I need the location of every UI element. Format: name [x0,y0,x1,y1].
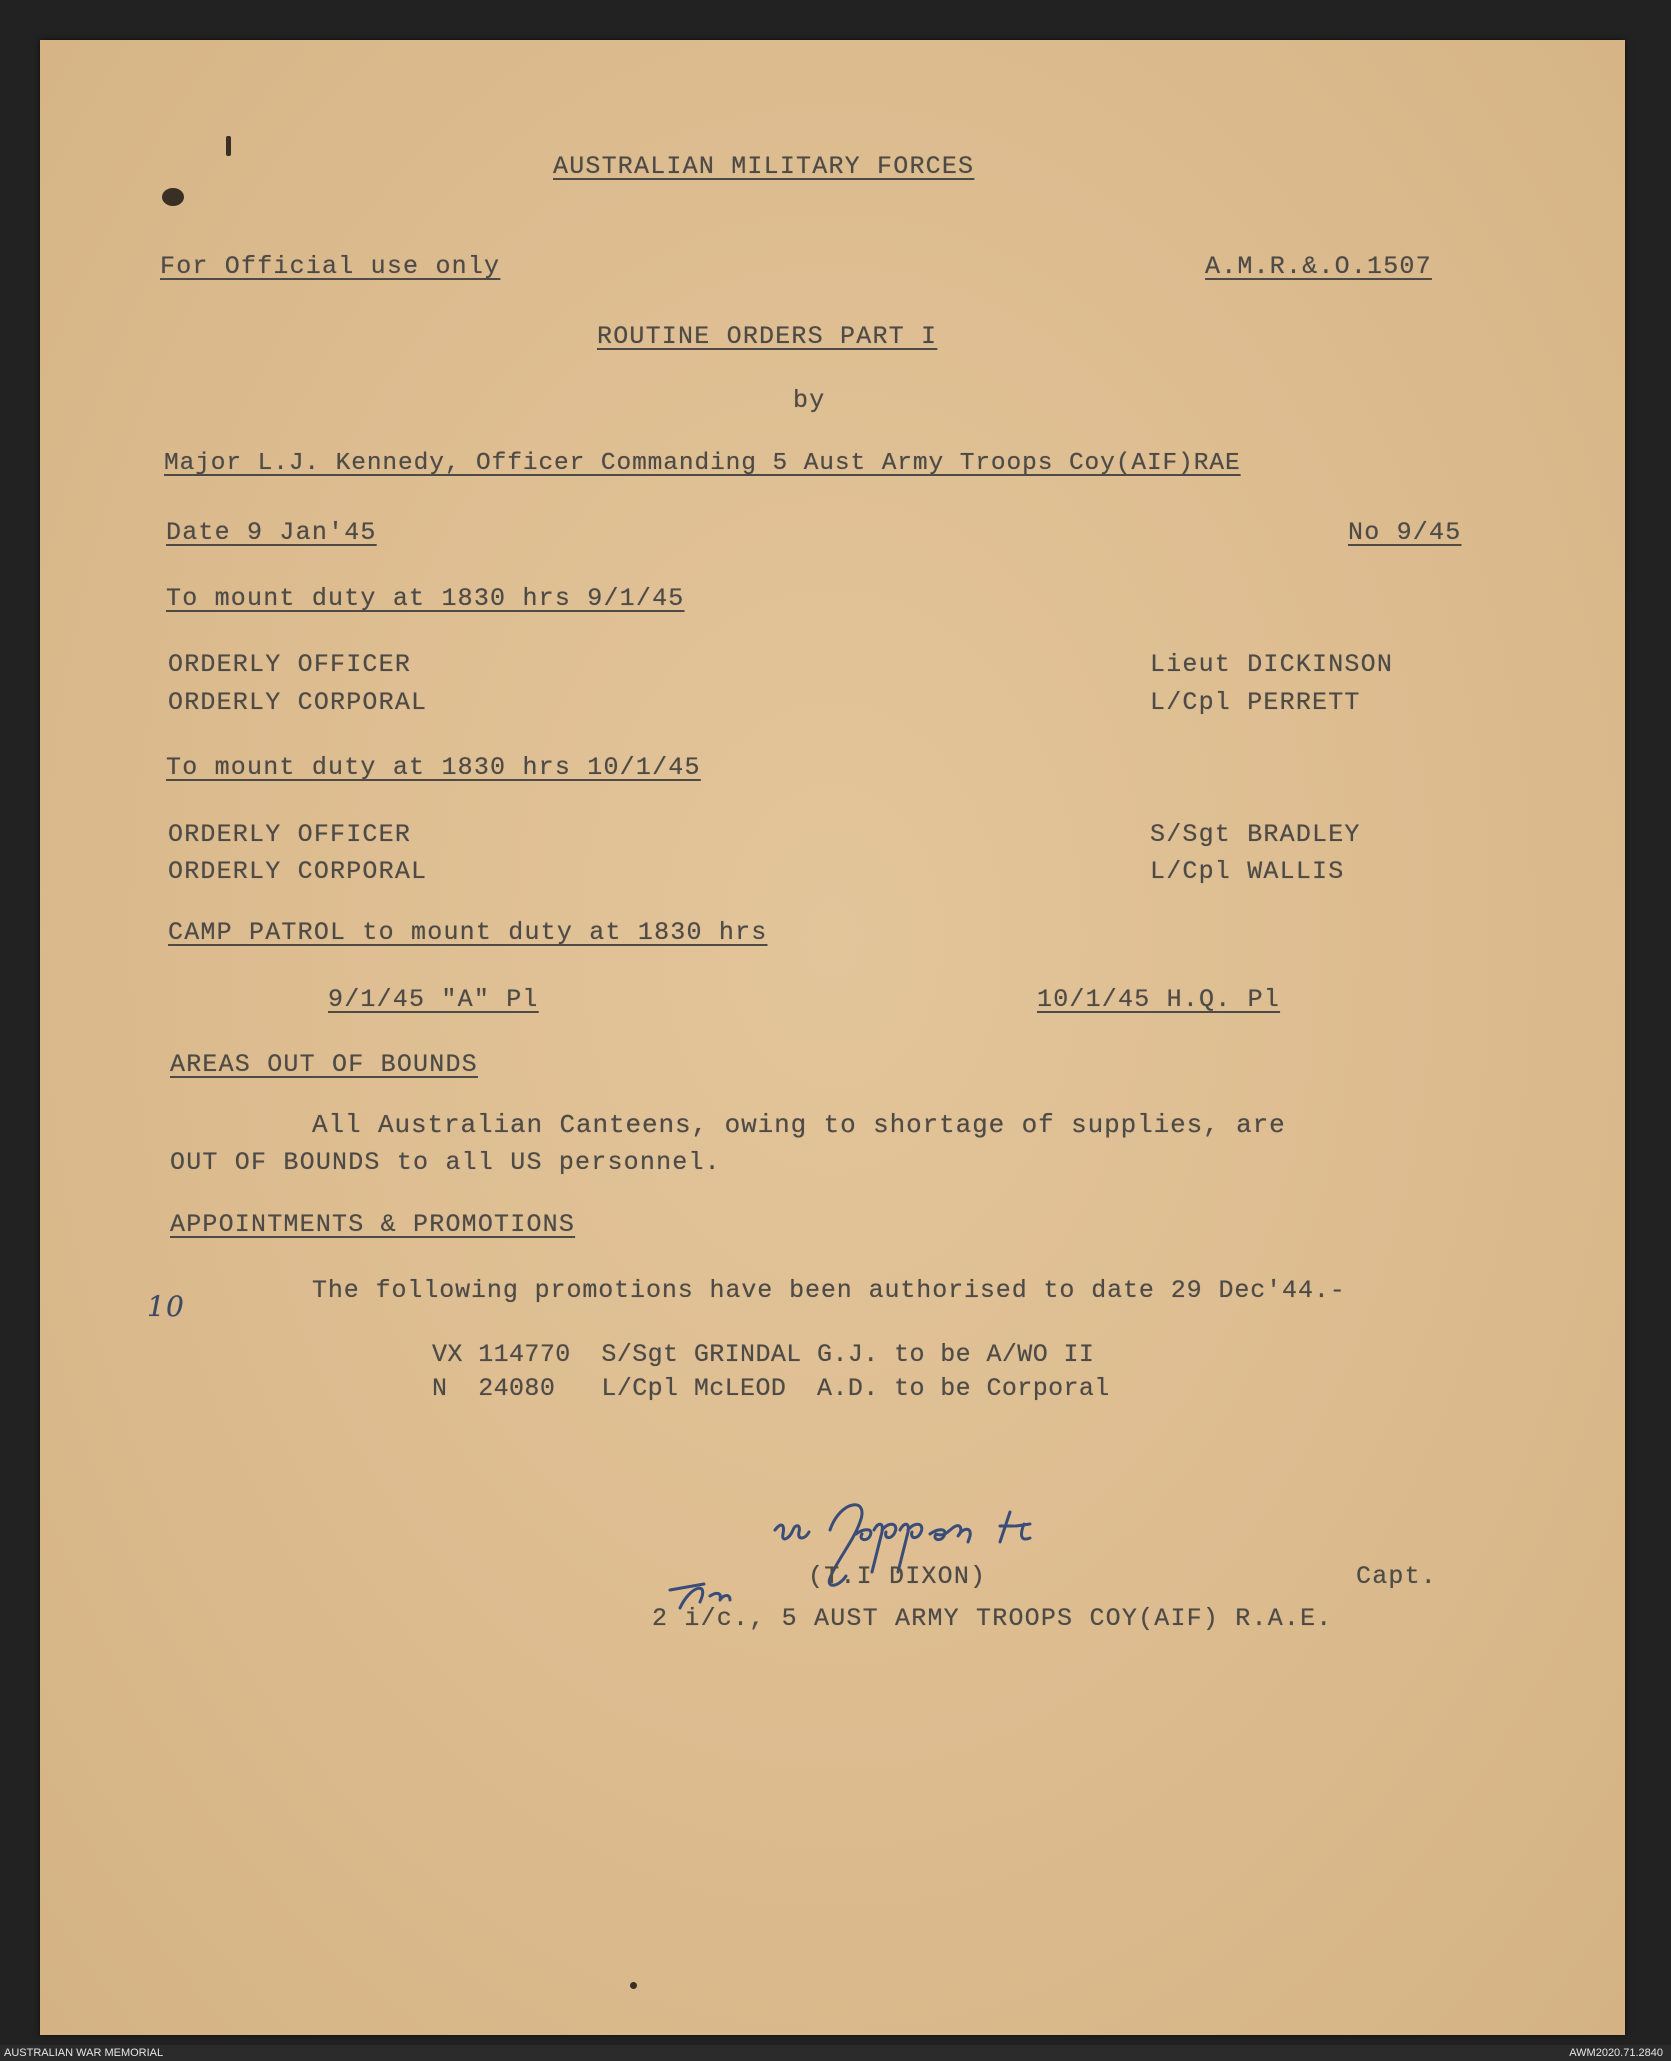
duty-person: S/Sgt BRADLEY [1150,820,1361,849]
signatory-unit: 2 i/c., 5 AUST ARMY TROOPS COY(AIF) R.A.E. [652,1604,1333,1633]
duty-heading-1: To mount duty at 1830 hrs 9/1/45 [166,584,685,613]
patrol-right: 10/1/45 H.Q. Pl [1037,985,1281,1014]
appointments-heading: APPOINTMENTS & PROMOTIONS [170,1210,576,1239]
signatory-rank: Capt. [1356,1562,1438,1591]
document-header: AUSTRALIAN MILITARY FORCES [553,152,975,181]
bounds-line-1: All Australian Canteens, owing to shortage of supplies, are [312,1110,1286,1140]
order-date: Date 9 Jan'45 [166,518,377,547]
duty-role: ORDERLY CORPORAL [168,857,428,886]
punch-mark [630,1982,637,1989]
footer-credit: AUSTRALIAN WAR MEMORIAL [4,2047,164,2059]
duty-person: L/Cpl WALLIS [1150,857,1345,886]
duty-role: ORDERLY OFFICER [168,820,412,849]
appointments-intro: The following promotions have been authorised to date 29 Dec'44.- [312,1276,1346,1305]
by-label: by [793,386,826,415]
punch-mark [162,188,184,206]
signatory-name: (T.I DIXON) [808,1562,987,1591]
reference-number: A.M.R.&.O.1507 [1205,252,1432,281]
promotion-entry: VX 114770 S/Sgt GRINDAL G.J. to be A/WO II [432,1340,1095,1369]
promotion-entry: N 24080 L/Cpl McLEOD A.D. to be Corporal [432,1374,1110,1403]
punch-mark [226,136,231,156]
duty-role: ORDERLY CORPORAL [168,688,428,717]
margin-note: 10 [147,1290,186,1323]
duty-person: Lieut DICKINSON [1150,650,1394,679]
order-number: No 9/45 [1348,518,1462,547]
duty-role: ORDERLY OFFICER [168,650,412,679]
bounds-heading: AREAS OUT OF BOUNDS [170,1050,478,1079]
issuer-line: Major L.J. Kennedy, Officer Commanding 5 Aust Army Troops Coy(AIF)RAE [164,450,1241,477]
official-use-label: For Official use only [160,252,501,281]
patrol-left: 9/1/45 "A" Pl [328,985,539,1014]
footer-accession: AWM2020.71.2840 [1569,2047,1663,2059]
bounds-line-2: OUT OF BOUNDS to all US personnel. [170,1148,721,1177]
patrol-heading: CAMP PATROL to mount duty at 1830 hrs [168,918,768,947]
duty-heading-2: To mount duty at 1830 hrs 10/1/45 [166,753,701,782]
document-title: ROUTINE ORDERS PART I [597,322,938,351]
duty-person: L/Cpl PERRETT [1150,688,1361,717]
